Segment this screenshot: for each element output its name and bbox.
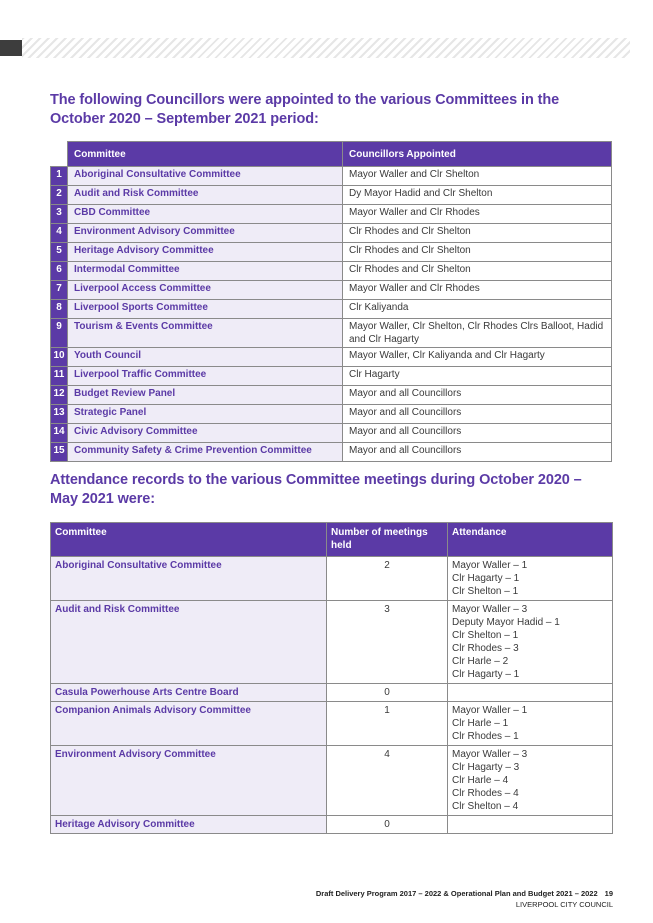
table-row — [51, 262, 612, 281]
committee-header: Committee — [68, 142, 343, 167]
row-number: 14 — [51, 424, 68, 443]
committee-name: Aboriginal Consultative Committee — [51, 557, 327, 601]
footer-title: Draft Delivery Program 2017 – 2022 & Operational Plan and Budget 2021 – 2022 — [315, 889, 598, 898]
councillors-appointed: Mayor Waller, Clr Kaliyanda and Clr Hagarty — [343, 348, 612, 367]
councillors-appointed: Clr Rhodes and Clr Shelton — [343, 243, 612, 262]
section-tab-marker — [0, 40, 24, 56]
committee-name: Environment Advisory Committee — [51, 746, 327, 816]
councillors-appointed: Mayor and all Councillors — [343, 443, 612, 462]
attendance-header: Attendance — [448, 523, 613, 557]
committee-name: Intermodal Committee — [68, 262, 343, 281]
table-row — [51, 746, 613, 816]
meetings-count: 4 — [327, 746, 448, 816]
councillors-appointed: Mayor Waller, Clr Shelton, Clr Rhodes Clrs Balloot, Hadid and Clr Hagarty — [343, 319, 612, 348]
footer-organisation: LIVERPOOL CITY COUNCIL — [515, 900, 613, 909]
meetings-count: 0 — [327, 816, 448, 834]
row-number: 8 — [51, 300, 68, 319]
councillors-appointed: Mayor and all Councillors — [343, 405, 612, 424]
attendance-list — [448, 702, 613, 746]
table-row — [51, 167, 612, 186]
row-number: 10 — [51, 348, 68, 367]
attendance-entry: Clr Rhodes – 1 — [452, 731, 519, 742]
table-header-row — [51, 142, 612, 167]
attendance-entry: Clr Shelton – 1 — [452, 630, 519, 641]
row-number: 15 — [51, 443, 68, 462]
councillors-appointed: Mayor and all Councillors — [343, 386, 612, 405]
table-row — [51, 186, 612, 205]
attendance-list — [448, 601, 613, 684]
committee-appointments-body — [51, 167, 612, 462]
attendance-body — [51, 557, 613, 834]
row-number: 6 — [51, 262, 68, 281]
councillors-appointed: Clr Kaliyanda — [343, 300, 612, 319]
committee-name: Heritage Advisory Committee — [68, 243, 343, 262]
row-number: 2 — [51, 186, 68, 205]
committee-name: Liverpool Sports Committee — [68, 300, 343, 319]
committee-name: Environment Advisory Committee — [68, 224, 343, 243]
councillors-appointed: Mayor Waller and Clr Rhodes — [343, 281, 612, 300]
attendance-entry: Mayor Waller – 3 — [452, 749, 528, 760]
table-row — [51, 702, 613, 746]
table-row — [51, 443, 612, 462]
councillors-appointed: Mayor and all Councillors — [343, 424, 612, 443]
committee-name: Companion Animals Advisory Committee — [51, 702, 327, 746]
table-row — [51, 424, 612, 443]
attendance-entry: Mayor Waller – 1 — [452, 560, 528, 571]
attendance-entry: Mayor Waller – 1 — [452, 705, 528, 716]
councillors-appointed: Mayor Waller and Clr Rhodes — [343, 205, 612, 224]
attendance-list — [448, 746, 613, 816]
attendance-list — [448, 557, 613, 601]
meetings-header: Number of meetings held — [327, 523, 448, 557]
row-number: 12 — [51, 386, 68, 405]
attendance-table — [50, 522, 613, 834]
committee-name: Tourism & Events Committee — [68, 319, 343, 348]
meetings-count: 0 — [327, 684, 448, 702]
row-number: 1 — [51, 167, 68, 186]
table-row — [51, 224, 612, 243]
committee-name: CBD Committee — [68, 205, 343, 224]
table-row — [51, 348, 612, 367]
committee-name: Audit and Risk Committee — [68, 186, 343, 205]
row-number: 9 — [51, 319, 68, 348]
committee-name: Liverpool Access Committee — [68, 281, 343, 300]
row-number: 4 — [51, 224, 68, 243]
table-row — [51, 367, 612, 386]
table-row — [51, 243, 612, 262]
attendance-entry: Deputy Mayor Hadid – 1 — [452, 617, 560, 628]
row-number: 3 — [51, 205, 68, 224]
committee-name: Audit and Risk Committee — [51, 601, 327, 684]
row-number: 7 — [51, 281, 68, 300]
councillors-header: Councillors Appointed — [343, 142, 612, 167]
table-row — [51, 300, 612, 319]
header-hatch-band — [22, 38, 630, 58]
committee-appointments-table — [50, 141, 612, 462]
attendance-heading: Attendance records to the various Committee meetings during October 2020 – May 2021 were: — [50, 472, 582, 507]
attendance-entry: Clr Rhodes – 4 — [452, 788, 519, 799]
committee-name: Budget Review Panel — [68, 386, 343, 405]
attendance-entry: Clr Shelton – 4 — [452, 801, 519, 812]
committee-name: Civic Advisory Committee — [68, 424, 343, 443]
committee-name: Community Safety & Crime Prevention Committee — [68, 443, 343, 462]
meetings-count: 1 — [327, 702, 448, 746]
attendance-entry: Mayor Waller – 3 — [452, 604, 528, 615]
attendance-entry: Clr Harle – 1 — [452, 718, 509, 729]
table-row — [51, 386, 612, 405]
attendance-list — [448, 816, 613, 834]
attendance-entry: Clr Harle – 4 — [452, 775, 509, 786]
councillors-appointed: Mayor Waller and Clr Shelton — [343, 167, 612, 186]
row-number: 11 — [51, 367, 68, 386]
table-row — [51, 601, 613, 684]
attendance-entry: Clr Hagarty – 1 — [452, 573, 520, 584]
row-number: 13 — [51, 405, 68, 424]
table-row — [51, 684, 613, 702]
table-row — [51, 816, 613, 834]
page-number: 19 — [604, 889, 613, 898]
councillors-appointed: Clr Rhodes and Clr Shelton — [343, 224, 612, 243]
meetings-count: 2 — [327, 557, 448, 601]
committee-header: Committee — [51, 523, 327, 557]
attendance-entry: Clr Hagarty – 1 — [452, 669, 520, 680]
table-row — [51, 557, 613, 601]
committee-name: Casula Powerhouse Arts Centre Board — [51, 684, 327, 702]
committee-name: Liverpool Traffic Committee — [68, 367, 343, 386]
table-row — [51, 405, 612, 424]
row-number: 5 — [51, 243, 68, 262]
page-footer — [316, 888, 613, 910]
councillors-appointed: Clr Hagarty — [343, 367, 612, 386]
councillors-appointed: Dy Mayor Hadid and Clr Shelton — [343, 186, 612, 205]
committee-name: Aboriginal Consultative Committee — [68, 167, 343, 186]
attendance-entry: Clr Rhodes – 3 — [452, 643, 519, 654]
committees-heading: The following Councillors were appointed to the various Committees in the October 2020 – September 2021 period: — [50, 92, 560, 127]
meetings-count: 3 — [327, 601, 448, 684]
table-row — [51, 281, 612, 300]
number-header — [51, 142, 68, 167]
table-row — [51, 319, 612, 348]
committee-name: Youth Council — [68, 348, 343, 367]
attendance-list — [448, 684, 613, 702]
attendance-entry: Clr Hagarty – 3 — [452, 762, 520, 773]
councillors-appointed: Clr Rhodes and Clr Shelton — [343, 262, 612, 281]
committee-name: Heritage Advisory Committee — [51, 816, 327, 834]
attendance-entry: Clr Shelton – 1 — [452, 586, 519, 597]
table-row — [51, 205, 612, 224]
attendance-entry: Clr Harle – 2 — [452, 656, 509, 667]
committee-name: Strategic Panel — [68, 405, 343, 424]
table-header-row — [51, 523, 613, 557]
